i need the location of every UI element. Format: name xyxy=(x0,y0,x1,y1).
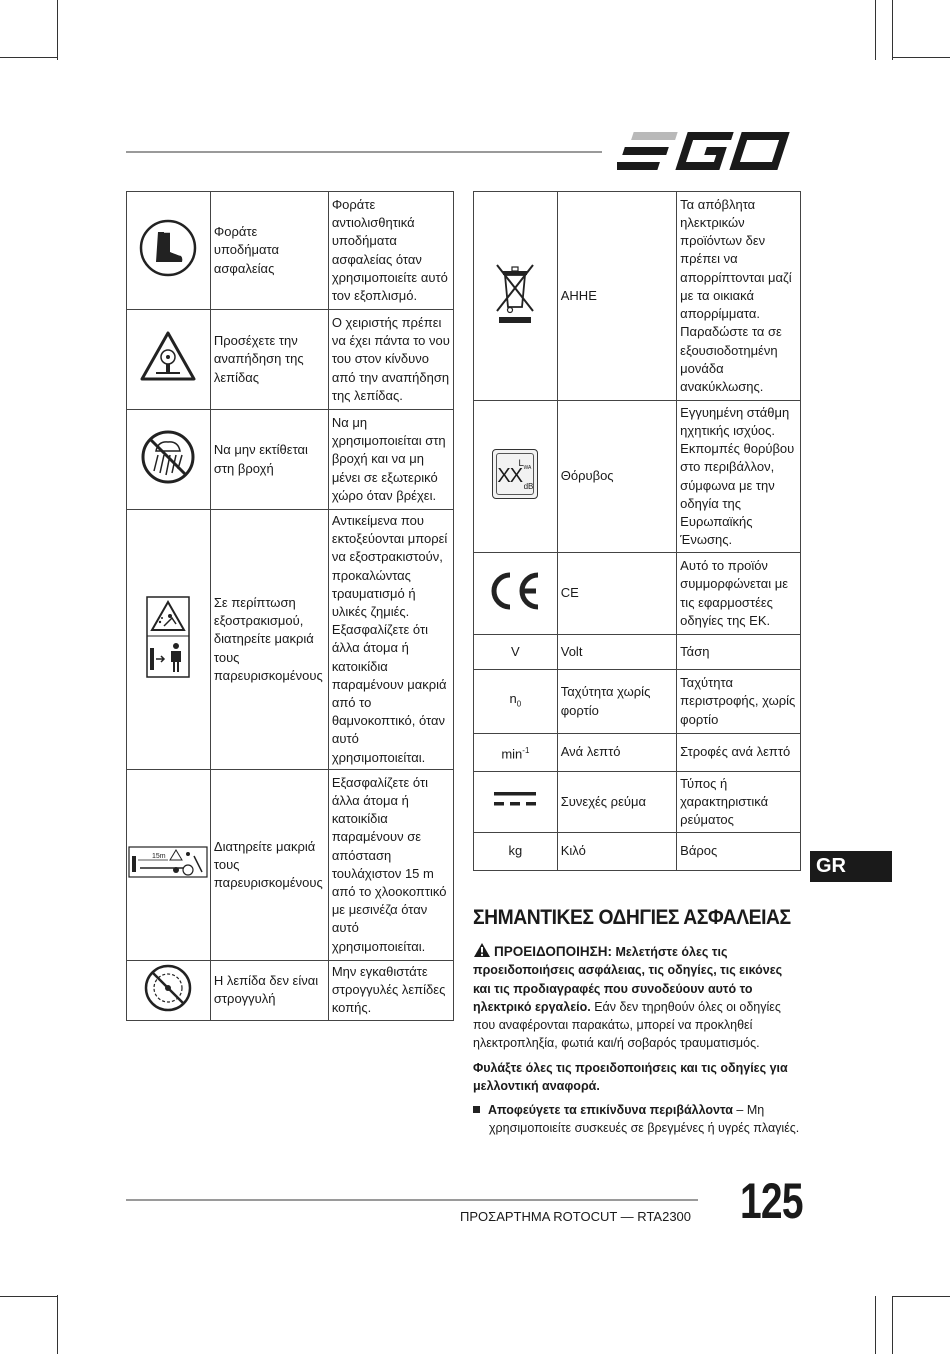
crop-mark xyxy=(892,1296,950,1297)
table-row xyxy=(474,635,801,670)
symbol-name: Σε περίπτωση εξοστρακισμού, διατηρείτε μακριά τους παρευρισκομένους xyxy=(210,510,328,770)
unit-symbol: kg xyxy=(474,833,558,871)
table-row xyxy=(474,734,801,772)
symbol-description: Μην εγκαθιστάτε στρογγυλές λεπίδες κοπής. xyxy=(328,960,453,1020)
direct-current-icon xyxy=(492,789,538,809)
noise-icon-top-sub: WA xyxy=(523,464,532,471)
symbol-name: Συνεχές ρεύμα xyxy=(557,772,676,833)
symbol-cell xyxy=(127,310,211,410)
symbol-name: Να μην εκτίθεται στη βροχή xyxy=(210,410,328,510)
section-title: ΣΗΜΑΝΤΙΚΕΣ ΟΔΗΓΙΕΣ ΑΣΦΑΛΕΙΑΣ xyxy=(473,906,791,929)
symbols-table xyxy=(473,191,801,871)
crop-mark xyxy=(892,0,893,60)
symbol-description: Τάση xyxy=(677,635,801,670)
header-rule xyxy=(126,151,602,153)
table-row xyxy=(474,401,801,553)
symbol-description: Εξασφαλίζετε ότι άλλα άτομα ή κατοικίδια παραμένουν σε απόσταση τουλάχιστον 15 m από το χλοοκοπτικό με μεσινέζα όταν αυτό χρησιμοποιείται. xyxy=(328,769,453,960)
warning-bold-text: Μελετήστε όλες τις προειδοποιήσεις ασφάλειας, τις οδηγίες, τις εικόνες και τις προδιαγραφές που συνοδεύουν αυτό το ηλεκτρικό εργαλείο. xyxy=(473,945,783,1014)
table-row xyxy=(127,510,454,770)
ce-mark-icon xyxy=(486,569,544,613)
safety-symbols-table xyxy=(126,191,454,1021)
crop-mark xyxy=(57,0,58,60)
symbol-name: CE xyxy=(557,553,676,635)
crop-mark xyxy=(0,57,57,58)
symbol-cell xyxy=(474,772,558,833)
symbol-description: Βάρος xyxy=(677,833,801,871)
warning-triangle-icon xyxy=(473,942,491,958)
no-rain-icon xyxy=(140,429,196,485)
table-row xyxy=(474,553,801,635)
unit-symbol-cell xyxy=(474,670,558,734)
symbol-description: Στροφές ανά λεπτό xyxy=(677,734,801,772)
table-row xyxy=(127,769,454,960)
list-item xyxy=(473,1101,805,1138)
warning-label: ΠΡΟΕΙΔΟΠΟΙΗΣΗ: xyxy=(494,944,612,959)
thrown-blade-warning-icon xyxy=(138,329,198,385)
symbol-description: Ταχύτητα περιστροφής, χωρίς φορτίο xyxy=(677,670,801,734)
symbol-name: Η λεπίδα δεν είναι στρογγυλή xyxy=(210,960,328,1020)
symbol-description: Να μη χρησιμοποιείται στη βροχή και να μη μένει σε εξωτερικό χώρο όταν βρέχει. xyxy=(328,410,453,510)
table-row xyxy=(474,670,801,734)
no-round-blade-icon xyxy=(143,963,193,1013)
ego-logo xyxy=(617,128,799,174)
unit-symbol: min xyxy=(501,746,523,762)
unit-symbol: V xyxy=(474,635,558,670)
symbol-name: Ανά λεπτό xyxy=(557,734,676,772)
symbol-description: Αντικείμενα που εκτοξεύονται μπορεί να εξοστρακιστούν, προκαλώντας τραυματισμό ή υλικές ζημιές. Εξασφαλίζετε ότι άλλα άτομα ή κατοικίδια παραμένουν μακριά από το θαμνοκοπτικό, όταν αυτό χρησιμοποιείται. xyxy=(328,510,453,770)
symbol-name: Ταχύτητα χωρίς φορτίο xyxy=(557,670,676,734)
symbol-cell xyxy=(474,192,558,401)
bullet-text: – Μη χρησιμοποιείτε συσκευές σε βρεγμένες ή υγρές πλαγιές. xyxy=(489,1103,800,1136)
safety-boots-icon xyxy=(138,218,198,278)
symbol-cell xyxy=(127,769,211,960)
footer-rule xyxy=(126,1199,698,1201)
weee-bin-icon xyxy=(493,261,537,325)
symbol-cell xyxy=(127,192,211,310)
warning-text: Εάν δεν τηρηθούν όλες οι οδηγίες που αναφέρονται παρακάτω, μπορεί να προκληθεί ηλεκτροπληξία, φωτιά και/ή σοβαρός τραυματισμός. xyxy=(473,999,781,1051)
symbol-cell xyxy=(127,960,211,1020)
table-row xyxy=(474,192,801,401)
page-number: 125 xyxy=(740,1173,803,1229)
table-row xyxy=(127,960,454,1020)
crop-mark xyxy=(875,0,876,60)
keep-instructions-note: Φυλάξτε όλες τις προειδοποιήσεις και τις οδηγίες για μελλοντική αναφορά. xyxy=(473,1061,788,1094)
unit-symbol-sub: 0 xyxy=(516,699,522,709)
noise-level-icon xyxy=(492,449,538,499)
table-row xyxy=(127,410,454,510)
svg-text:15m: 15m xyxy=(152,853,167,861)
symbol-name: Volt xyxy=(557,635,676,670)
table-row xyxy=(127,310,454,410)
unit-symbol: n xyxy=(509,690,517,706)
crop-mark xyxy=(892,57,950,58)
noise-icon-sub: dB xyxy=(523,481,534,491)
crop-mark xyxy=(57,1295,58,1354)
symbol-name: Διατηρείτε μακριά τους παρευρισκομένους xyxy=(210,769,328,960)
table-row xyxy=(127,192,454,310)
symbol-description: Τα απόβλητα ηλεκτρικών προϊόντων δεν πρέπει να απορρίπτονται μαζί με τα οικιακά απορρίμματα. Παραδώστε τα σε εξουσιοδοτημένη μονάδα ανακύκλωσης. xyxy=(677,192,801,401)
unit-symbol-sup: -1 xyxy=(522,745,530,755)
warning-paragraph xyxy=(473,942,803,1053)
symbol-description: Φοράτε αντιολισθητικά υποδήματα ασφαλείας όταν χρησιμοποιείτε αυτό τον εξοπλισμό. xyxy=(328,192,453,310)
crop-mark xyxy=(875,1296,876,1354)
noise-icon-main: XX xyxy=(497,464,523,487)
symbol-cell xyxy=(127,510,211,770)
symbol-description: Εγγυημένη στάθμη ηχητικής ισχύος. Εκπομπές θορύβου στο περιβάλλον, σύμφωνα με την οδηγία της Ευρωπαϊκής Ένωσης. xyxy=(677,401,801,553)
thrown-objects-bystanders-icon xyxy=(146,596,190,678)
symbol-name: Φοράτε υποδήματα ασφαλείας xyxy=(210,192,328,310)
symbol-name: Προσέχετε την αναπήδηση της λεπίδας xyxy=(210,310,328,410)
keep-15m-distance-icon xyxy=(128,846,208,878)
symbol-cell xyxy=(474,401,558,553)
bullet-icon xyxy=(473,1106,480,1113)
symbol-description: Τύπος ή χαρακτηριστικά ρεύματος xyxy=(677,772,801,833)
footer-text: ΠΡΟΣΑΡΤΗΜΑ ROTOCUT — RTA2300 xyxy=(460,1209,692,1224)
noise-icon-top: L xyxy=(518,457,524,468)
crop-mark xyxy=(892,1296,893,1354)
crop-mark xyxy=(0,1296,57,1297)
symbol-description: Ο χειριστής πρέπει να έχει πάντα το νου του στον κίνδυνο από την αναπήδηση της λεπίδας. xyxy=(328,310,453,410)
symbol-description: Αυτό το προϊόν συμμορφώνεται με τις εφαρμοστέες οδηγίες της ΕΚ. xyxy=(677,553,801,635)
symbol-name: Θόρυβος xyxy=(557,401,676,553)
unit-symbol-cell xyxy=(474,734,558,772)
table-row xyxy=(474,772,801,833)
table-row xyxy=(474,833,801,871)
symbol-name: ΑΗΗΕ xyxy=(557,192,676,401)
bullet-bold-text: Αποφεύγετε τα επικίνδυνα περιβάλλοντα xyxy=(488,1103,733,1117)
language-tab: GR xyxy=(810,851,892,882)
symbol-cell xyxy=(474,553,558,635)
symbol-cell xyxy=(127,410,211,510)
symbol-name: Κιλό xyxy=(557,833,676,871)
